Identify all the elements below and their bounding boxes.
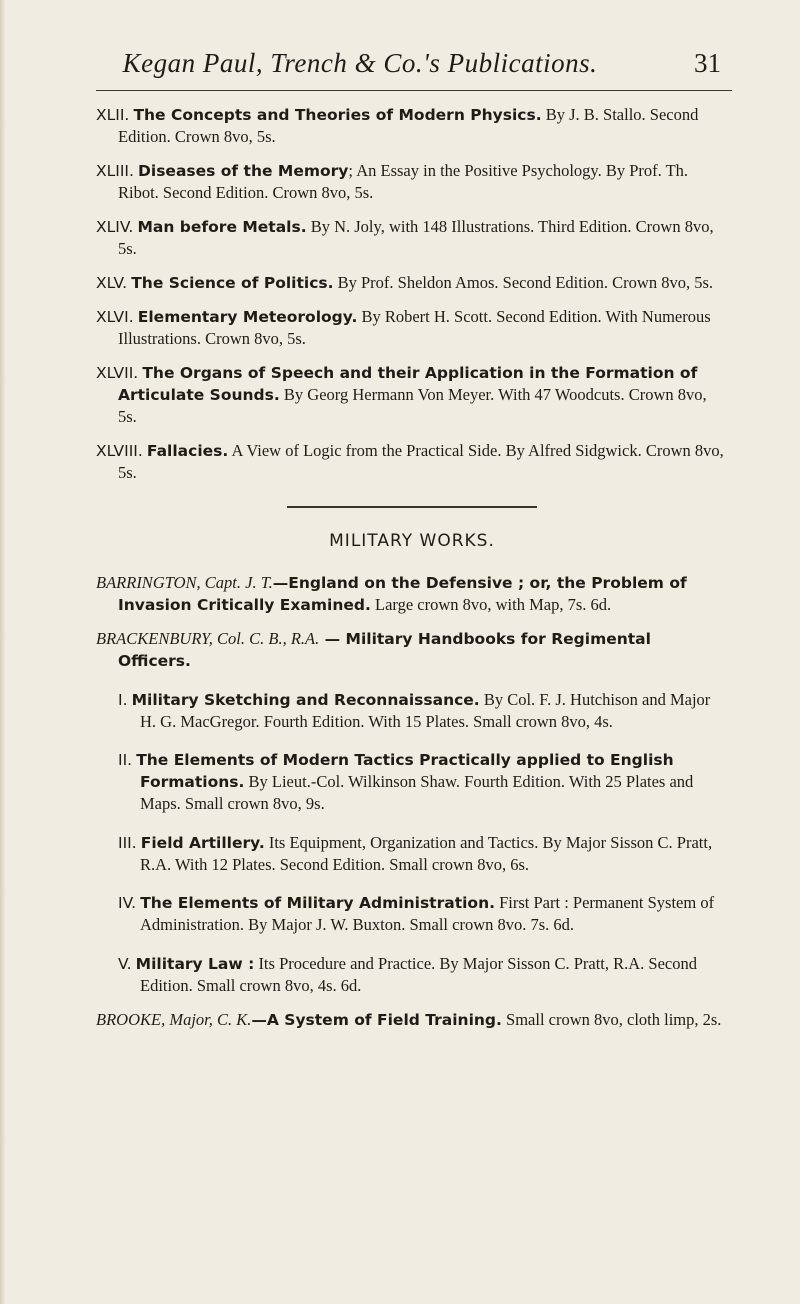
entry-title: — Military Handbooks for Regimental Officers.: [118, 630, 651, 670]
catalogue-entry-barrington: [96, 572, 728, 616]
handbook-entry-v: [118, 953, 728, 997]
catalogue-entry-xlvi: [96, 306, 728, 350]
entry-number: III.: [118, 833, 137, 852]
entry-details: By Georg Hermann Von Meyer. With 47 Woodcuts. Crown 8vo, 5s.: [118, 385, 707, 426]
entry-number: XLVII.: [96, 364, 139, 382]
page-number: 31: [694, 48, 721, 78]
entry-number: XLVI.: [96, 308, 134, 326]
catalogue-entry-xlviii: [96, 440, 728, 484]
catalogue-entry-brackenbury: [96, 628, 728, 672]
entry-number: II.: [118, 751, 133, 769]
page-header: [0, 48, 800, 92]
entry-number: IV.: [118, 894, 137, 912]
entry-details: Small crown 8vo, cloth limp, 2s.: [501, 1009, 722, 1029]
entry-details: By J. B. Stallo. Second Edition. Crown 8vo, 5s.: [118, 105, 699, 146]
entry-number: XLIV.: [96, 218, 134, 236]
entry-title: Military Sketching and Reconnaissance.: [131, 690, 480, 709]
handbook-entry-iv: [118, 892, 728, 936]
entry-details: Large crown 8vo, with Map, 7s. 6d.: [370, 595, 612, 614]
entry-number: V.: [118, 954, 132, 973]
entry-author: BRACKENBURY, Col. C. B., R.A.: [96, 629, 320, 648]
page-gutter-shadow: [0, 0, 6, 1304]
entry-title: Fallacies.: [146, 442, 229, 460]
entry-details: By N. Joly, with 148 Illustrations. Third Edition. Crown 8vo, 5s.: [118, 217, 714, 258]
catalogue-entry-xlv: [96, 272, 728, 294]
entry-number: I.: [118, 690, 128, 709]
entry-title: —A System of Field Training.: [251, 1010, 502, 1029]
entry-title: Field Artillery.: [140, 833, 265, 852]
entry-author: BROOKE, Major, C. K.: [96, 1009, 252, 1029]
entry-title: The Concepts and Theories of Modern Physics.: [133, 106, 542, 124]
handbook-entry-iii: [118, 832, 728, 876]
catalogue-entry-xlvii: [96, 362, 728, 428]
entry-title: —England on the Defensive ; or, the Problem of Invasion Critically Examined.: [118, 574, 687, 614]
section-divider: [287, 506, 537, 508]
running-title: Kegan Paul, Trench & Co.'s Publications.: [122, 48, 598, 78]
catalogue-entry-xlii: [96, 104, 728, 148]
entry-details: Its Procedure and Practice. By Major Sisson C. Pratt, R.A. Second Edition. Small crown 8vo, 4s. 6d.: [140, 953, 698, 995]
entry-details: Its Equipment, Organization and Tactics. By Major Sisson C. Pratt, R.A. With 12 Plates. Second Edition. Small crown 8vo, 6s.: [140, 832, 713, 874]
entry-title: The Elements of Military Administration.: [140, 894, 495, 912]
entry-details: By Col. F. J. Hutchison and Major H. G. MacGregor. Fourth Edition. With 15 Plates. Small crown 8vo, 4s.: [140, 689, 711, 731]
entry-title: The Science of Politics.: [131, 274, 334, 292]
handbook-entry-i: [118, 689, 728, 733]
entry-details: A View of Logic from the Practical Side. By Alfred Sidgwick. Crown 8vo, 5s.: [118, 441, 724, 482]
page-content: [96, 104, 728, 1043]
entry-number: XLV.: [96, 274, 128, 292]
catalogue-entry-brooke: [96, 1009, 728, 1031]
catalogue-entry-xliv: [96, 216, 728, 260]
entry-details: First Part : Permanent System of Administration. By Major J. W. Buxton. Small crown 8vo. 7s. 6d.: [140, 893, 715, 934]
entry-title: The Organs of Speech and their Application in the Formation of Articulate Sounds.: [118, 364, 698, 404]
section-title: MILITARY WORKS.: [329, 531, 495, 551]
entry-author: BARRINGTON, Capt. J. T.: [96, 573, 273, 592]
entry-title: Military Law :: [135, 954, 255, 973]
handbook-entry-ii: [118, 749, 728, 815]
catalogue-entry-xliii: [96, 160, 728, 204]
entry-number: XLVIII.: [96, 442, 143, 460]
entry-details: By Lieut.-Col. Wilkinson Shaw. Fourth Edition. With 25 Plates and Maps. Small crown 8vo, 9s.: [140, 772, 694, 813]
entry-number: XLII.: [96, 106, 130, 124]
entry-title: The Elements of Modern Tactics Practically applied to English Formations.: [136, 751, 674, 791]
entry-details: By Robert H. Scott. Second Edition. With Numerous Illustrations. Crown 8vo, 5s.: [118, 307, 711, 348]
header-rule: [96, 90, 732, 91]
entry-title: Man before Metals.: [137, 218, 307, 236]
entry-title: Elementary Meteorology.: [137, 308, 358, 326]
entry-title: Diseases of the Memory: [138, 162, 349, 180]
entry-details: By Prof. Sheldon Amos. Second Edition. Crown 8vo, 5s.: [333, 273, 714, 292]
entry-details: ; An Essay in the Positive Psychology. By Prof. Th. Ribot. Second Edition. Crown 8vo, 5s.: [118, 161, 689, 202]
entry-number: XLIII.: [96, 162, 134, 180]
